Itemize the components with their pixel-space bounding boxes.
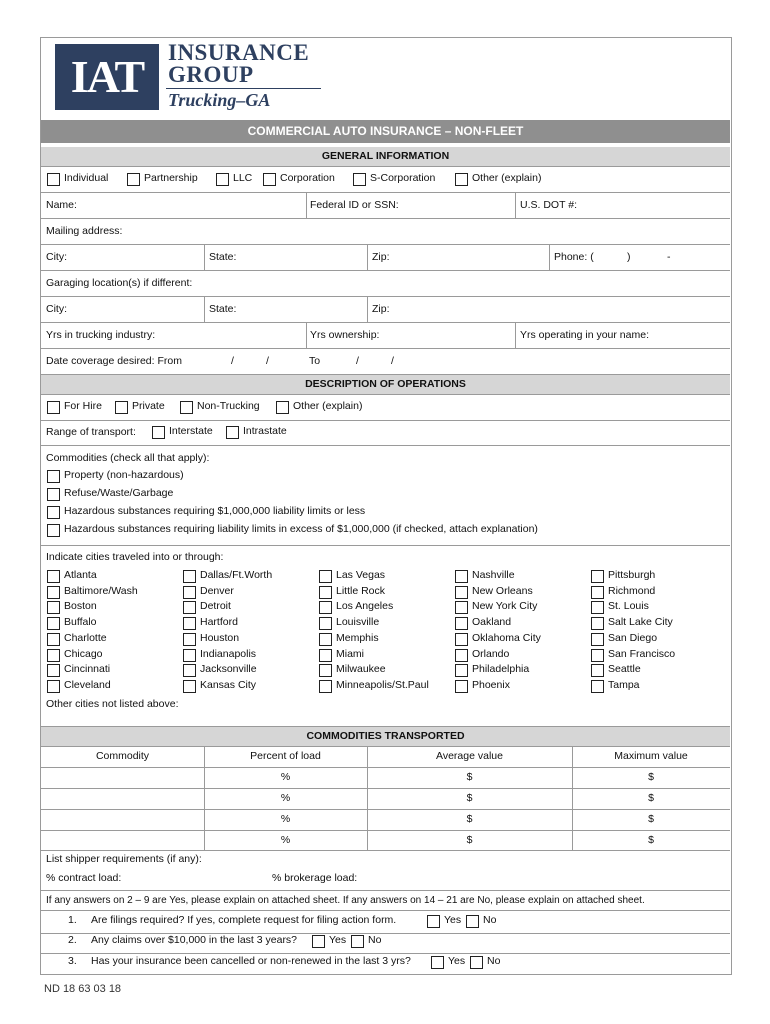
city-richmond-checkbox[interactable] bbox=[591, 586, 604, 599]
city-buffalo-checkbox[interactable] bbox=[47, 617, 60, 630]
question-3-yes-label: Yes bbox=[448, 955, 466, 967]
divider bbox=[41, 890, 730, 891]
percent-cell: % bbox=[280, 792, 291, 804]
optype-for-hire-checkbox[interactable] bbox=[47, 401, 60, 414]
shipper-label: List shipper requirements (if any): bbox=[46, 853, 202, 865]
general-information-heading: GENERAL INFORMATION bbox=[41, 147, 730, 166]
city-oakland-label: Oakland bbox=[472, 616, 512, 629]
city-orlando-checkbox[interactable] bbox=[455, 649, 468, 662]
date-desired-label: Date coverage desired: From bbox=[46, 355, 182, 367]
date-slash: / bbox=[391, 355, 394, 367]
percent-cell: % bbox=[280, 813, 291, 825]
entity-partnership-label: Partnership bbox=[144, 172, 198, 184]
city-pittsburgh-label: Pittsburgh bbox=[608, 569, 656, 581]
date-slash: / bbox=[266, 355, 269, 367]
divider bbox=[41, 746, 730, 747]
commodities-transported-heading: COMMODITIES TRANSPORTED bbox=[41, 727, 730, 746]
date-slash: / bbox=[231, 355, 234, 367]
optype-for-hire-label: For Hire bbox=[64, 400, 102, 412]
entity-individual-label: Individual bbox=[64, 172, 109, 184]
city-salt-lake-city-checkbox[interactable] bbox=[591, 617, 604, 630]
range-label: Range of transport: bbox=[46, 426, 136, 438]
max-value-cell: $ bbox=[648, 792, 654, 804]
divider bbox=[41, 348, 730, 349]
range-interstate-checkbox[interactable] bbox=[152, 426, 165, 439]
question-3-no-label: No bbox=[487, 955, 501, 967]
city-baltimore-wash-checkbox[interactable] bbox=[47, 586, 60, 599]
question-1-yes-checkbox[interactable] bbox=[427, 915, 440, 928]
city-denver-label: Denver bbox=[200, 584, 234, 597]
divider bbox=[204, 296, 205, 322]
city-memphis-label: Memphis bbox=[336, 631, 379, 644]
city-new-york-city-label: New York City bbox=[472, 600, 538, 613]
city-louisville-label: Louisville bbox=[336, 616, 380, 629]
phone-close: ) bbox=[627, 251, 631, 263]
city-los-angeles-label: Los Angeles bbox=[336, 600, 394, 613]
entity-corporation-label: Corporation bbox=[280, 172, 335, 184]
divider bbox=[41, 809, 730, 810]
question-1-no-checkbox[interactable] bbox=[466, 915, 479, 928]
question-3-no-checkbox[interactable] bbox=[470, 956, 483, 969]
city-seattle-checkbox[interactable] bbox=[591, 664, 604, 677]
city-minneapolis-st-paul-checkbox[interactable] bbox=[319, 680, 332, 693]
question-3-yes-checkbox[interactable] bbox=[431, 956, 444, 969]
form-title: COMMERCIAL AUTO INSURANCE – NON-FLEET bbox=[41, 120, 730, 143]
zip-label: Zip: bbox=[372, 251, 390, 263]
city-new-orleans-label: New Orleans bbox=[472, 584, 533, 597]
divider bbox=[306, 192, 307, 218]
divider bbox=[41, 420, 730, 421]
divider bbox=[41, 953, 730, 954]
city-atlanta-label: Atlanta bbox=[64, 569, 97, 581]
garaging-state-label: State: bbox=[209, 303, 237, 315]
question-1-yes-label: Yes bbox=[444, 914, 462, 926]
city-san-diego-checkbox[interactable] bbox=[591, 633, 604, 646]
city-richmond-label: Richmond bbox=[608, 584, 656, 597]
city-charlotte-label: Charlotte bbox=[64, 631, 107, 644]
city-hartford-label: Hartford bbox=[200, 616, 238, 629]
max-value-cell: $ bbox=[648, 813, 654, 825]
usdot-label: U.S. DOT #: bbox=[520, 199, 577, 211]
avg-value-cell: $ bbox=[466, 813, 473, 825]
city-los-angeles-checkbox[interactable] bbox=[319, 601, 332, 614]
divider bbox=[306, 322, 307, 348]
city-st-louis-label: St. Louis bbox=[608, 600, 649, 613]
city-tampa-checkbox[interactable] bbox=[591, 680, 604, 693]
question-number: 1. bbox=[68, 914, 77, 926]
divider bbox=[367, 296, 368, 322]
entity-corporation-checkbox[interactable] bbox=[263, 173, 276, 186]
entity-s-corporation-checkbox[interactable] bbox=[353, 173, 366, 186]
divider bbox=[41, 218, 730, 219]
divider bbox=[549, 244, 550, 270]
name-label: Name: bbox=[46, 199, 77, 211]
city-philadelphia-checkbox[interactable] bbox=[455, 664, 468, 677]
city-charlotte-checkbox[interactable] bbox=[47, 633, 60, 646]
question-number: 2. bbox=[68, 934, 77, 946]
entity-partnership-checkbox[interactable] bbox=[127, 173, 140, 186]
logo-group: GROUP bbox=[168, 62, 254, 87]
question-text: Has your insurance been cancelled or non-renewed in the last 3 yrs? bbox=[91, 955, 411, 967]
divider bbox=[41, 270, 730, 271]
city-orlando-label: Orlando bbox=[472, 647, 510, 660]
city-las-vegas-label: Las Vegas bbox=[336, 569, 386, 581]
optype-other-explain-label: Other (explain) bbox=[293, 400, 363, 412]
date-slash: / bbox=[356, 355, 359, 367]
city-san-francisco-checkbox[interactable] bbox=[591, 649, 604, 662]
city-hartford-checkbox[interactable] bbox=[183, 617, 196, 630]
logo-divider bbox=[166, 88, 321, 89]
phone-label: Phone: ( bbox=[554, 251, 594, 263]
city-cincinnati-label: Cincinnati bbox=[64, 663, 111, 676]
max-value-cell: $ bbox=[648, 771, 654, 783]
federal-id-label: Federal ID or SSN: bbox=[310, 199, 399, 211]
city-denver-checkbox[interactable] bbox=[183, 586, 196, 599]
divider bbox=[204, 244, 205, 270]
divider bbox=[41, 296, 730, 297]
city-memphis-checkbox[interactable] bbox=[319, 633, 332, 646]
city-jacksonville-checkbox[interactable] bbox=[183, 664, 196, 677]
commodity-hazardous-substances-requiring-label: Hazardous substances requiring liability limits in excess of $1,000,000 (if checked, attach explanation) bbox=[64, 523, 538, 535]
city-new-orleans-checkbox[interactable] bbox=[455, 586, 468, 599]
city-houston-label: Houston bbox=[200, 631, 240, 644]
city-miami-label: Miami bbox=[336, 647, 364, 660]
question-text: Any claims over $10,000 in the last 3 years? bbox=[91, 934, 298, 946]
city-oklahoma-city-checkbox[interactable] bbox=[455, 633, 468, 646]
commodities-label: Commodities (check all that apply): bbox=[46, 452, 210, 464]
city-phoenix-checkbox[interactable] bbox=[455, 680, 468, 693]
city-milwaukee-checkbox[interactable] bbox=[319, 664, 332, 677]
question-2-no-label: No bbox=[368, 934, 382, 946]
percent-cell: % bbox=[280, 834, 291, 846]
city-dallas-ft-worth-checkbox[interactable] bbox=[183, 570, 196, 583]
optype-private-label: Private bbox=[132, 400, 165, 412]
brokerage-load-label: % brokerage load: bbox=[272, 872, 358, 884]
city-st-louis-checkbox[interactable] bbox=[591, 601, 604, 614]
city-baltimore-wash-label: Baltimore/Wash bbox=[64, 584, 138, 597]
range-interstate-label: Interstate bbox=[169, 425, 213, 437]
city-kansas-city-label: Kansas City bbox=[200, 678, 257, 691]
garaging-city-label: City: bbox=[46, 303, 67, 315]
divider bbox=[41, 192, 730, 193]
city-san-francisco-label: San Francisco bbox=[608, 647, 676, 660]
divider bbox=[515, 192, 516, 218]
question-2-no-checkbox[interactable] bbox=[351, 935, 364, 948]
contract-load-label: % contract load: bbox=[46, 872, 122, 884]
other-cities-label: Other cities not listed above: bbox=[46, 698, 179, 710]
city-little-rock-label: Little Rock bbox=[336, 584, 386, 597]
city-detroit-label: Detroit bbox=[200, 600, 231, 613]
city-las-vegas-checkbox[interactable] bbox=[319, 570, 332, 583]
optype-other-explain-checkbox[interactable] bbox=[276, 401, 289, 414]
state-label: State: bbox=[209, 251, 237, 263]
city-new-york-city-checkbox[interactable] bbox=[455, 601, 468, 614]
form-code: ND 18 63 03 18 bbox=[44, 983, 122, 995]
divider bbox=[41, 830, 730, 831]
city-louisville-checkbox[interactable] bbox=[319, 617, 332, 630]
avg-value-cell: $ bbox=[466, 792, 473, 804]
commodity-refuse-waste-garbage-label: Refuse/Waste/Garbage bbox=[64, 487, 174, 499]
commodity-hazardous-substances-requiring-label: Hazardous substances requiring $1,000,000 liability limits or less bbox=[64, 505, 366, 517]
city-miami-checkbox[interactable] bbox=[319, 649, 332, 662]
city-detroit-checkbox[interactable] bbox=[183, 601, 196, 614]
city-boston-checkbox[interactable] bbox=[47, 601, 60, 614]
avg-value-cell: $ bbox=[466, 771, 473, 783]
entity-s-corporation-label: S-Corporation bbox=[370, 172, 436, 184]
divider bbox=[41, 445, 730, 446]
question-2-yes-label: Yes bbox=[329, 934, 347, 946]
commodity-property-non-hazardous-label: Property (non-hazardous) bbox=[64, 469, 184, 481]
city-minneapolis-st-paul-label: Minneapolis/St.Paul bbox=[336, 678, 429, 691]
column-header-average-value: Average value bbox=[436, 750, 503, 762]
city-salt-lake-city-label: Salt Lake City bbox=[608, 616, 673, 629]
range-intrastate-checkbox[interactable] bbox=[226, 426, 239, 439]
city-indianapolis-label: Indianapolis bbox=[200, 647, 257, 660]
city-cleveland-checkbox[interactable] bbox=[47, 680, 60, 693]
cities-label: Indicate cities traveled into or through: bbox=[46, 551, 224, 563]
city-cleveland-label: Cleveland bbox=[64, 678, 111, 691]
operations-heading: DESCRIPTION OF OPERATIONS bbox=[41, 375, 730, 394]
question-text: Are filings required? If yes, complete request for filing action form. bbox=[91, 914, 397, 926]
divider bbox=[41, 166, 730, 167]
city-oklahoma-city-label: Oklahoma City bbox=[472, 631, 541, 644]
city-boston-label: Boston bbox=[64, 600, 97, 613]
divider bbox=[41, 322, 730, 323]
city-nashville-label: Nashville bbox=[472, 569, 515, 581]
city-san-diego-label: San Diego bbox=[608, 631, 658, 644]
city-buffalo-label: Buffalo bbox=[64, 616, 97, 629]
city-cincinnati-checkbox[interactable] bbox=[47, 664, 60, 677]
city-tampa-label: Tampa bbox=[608, 678, 640, 691]
optype-non-trucking-label: Non-Trucking bbox=[197, 400, 260, 412]
city-dallas-ft-worth-label: Dallas/Ft.Worth bbox=[200, 569, 273, 581]
yrs-ownership-label: Yrs ownership: bbox=[310, 329, 380, 341]
iat-logo-mark: IAT bbox=[55, 44, 159, 110]
max-value-cell: $ bbox=[648, 834, 654, 846]
entity-llc-checkbox[interactable] bbox=[216, 173, 229, 186]
divider bbox=[41, 910, 730, 911]
percent-cell: % bbox=[280, 771, 291, 783]
commodity-hazardous-substances-requiring-checkbox[interactable] bbox=[47, 506, 60, 519]
column-header-commodity: Commodity bbox=[95, 750, 150, 762]
city-nashville-checkbox[interactable] bbox=[455, 570, 468, 583]
range-intrastate-label: Intrastate bbox=[243, 425, 287, 437]
city-houston-checkbox[interactable] bbox=[183, 633, 196, 646]
mailing-address-label: Mailing address: bbox=[46, 225, 123, 237]
question-1-no-label: No bbox=[483, 914, 497, 926]
city-label: City: bbox=[46, 251, 67, 263]
phone-dash: - bbox=[667, 251, 671, 263]
city-chicago-checkbox[interactable] bbox=[47, 649, 60, 662]
city-philadelphia-label: Philadelphia bbox=[472, 663, 530, 676]
divider bbox=[41, 394, 730, 395]
city-atlanta-checkbox[interactable] bbox=[47, 570, 60, 583]
yrs-operating-label: Yrs operating in your name: bbox=[520, 329, 649, 341]
date-to-label: To bbox=[309, 355, 321, 367]
entity-individual-checkbox[interactable] bbox=[47, 173, 60, 186]
city-kansas-city-checkbox[interactable] bbox=[183, 680, 196, 693]
divider bbox=[41, 545, 730, 546]
entity-llc-label: LLC bbox=[233, 172, 253, 184]
question-2-yes-checkbox[interactable] bbox=[312, 935, 325, 948]
entity-other-explain-checkbox[interactable] bbox=[455, 173, 468, 186]
divider bbox=[41, 850, 730, 851]
column-header-percent-of-load: Percent of load bbox=[250, 750, 321, 762]
city-chicago-label: Chicago bbox=[64, 647, 103, 660]
question-number: 3. bbox=[68, 955, 77, 967]
logo-trucking-ga: Trucking–GA bbox=[168, 90, 271, 110]
divider bbox=[515, 322, 516, 348]
optype-private-checkbox[interactable] bbox=[115, 401, 128, 414]
divider bbox=[367, 244, 368, 270]
commodity-hazardous-substances-requiring-checkbox[interactable] bbox=[47, 524, 60, 537]
city-jacksonville-label: Jacksonville bbox=[200, 663, 257, 676]
yrs-industry-label: Yrs in trucking industry: bbox=[46, 329, 156, 341]
entity-other-explain-label: Other (explain) bbox=[472, 172, 542, 184]
garaging-zip-label: Zip: bbox=[372, 303, 390, 315]
logo-insurance: INSURANCE bbox=[168, 40, 310, 65]
city-seattle-label: Seattle bbox=[608, 663, 641, 676]
garaging-label: Garaging location(s) if different: bbox=[46, 277, 193, 289]
city-milwaukee-label: Milwaukee bbox=[336, 663, 386, 676]
city-indianapolis-checkbox[interactable] bbox=[183, 649, 196, 662]
optype-non-trucking-checkbox[interactable] bbox=[180, 401, 193, 414]
divider bbox=[41, 374, 730, 375]
divider bbox=[41, 788, 730, 789]
avg-value-cell: $ bbox=[466, 834, 473, 846]
divider bbox=[41, 767, 730, 768]
city-little-rock-checkbox[interactable] bbox=[319, 586, 332, 599]
questions-intro: If any answers on 2 – 9 are Yes, please explain on attached sheet. If any answers on 14 – 21 are No, please explain on attached sheet. bbox=[46, 895, 645, 906]
commodity-refuse-waste-garbage-checkbox[interactable] bbox=[47, 488, 60, 501]
city-oakland-checkbox[interactable] bbox=[455, 617, 468, 630]
city-pittsburgh-checkbox[interactable] bbox=[591, 570, 604, 583]
commodity-property-non-hazardous-checkbox[interactable] bbox=[47, 470, 60, 483]
column-header-maximum-value: Maximum value bbox=[614, 750, 688, 762]
divider bbox=[41, 244, 730, 245]
city-phoenix-label: Phoenix bbox=[472, 678, 510, 691]
